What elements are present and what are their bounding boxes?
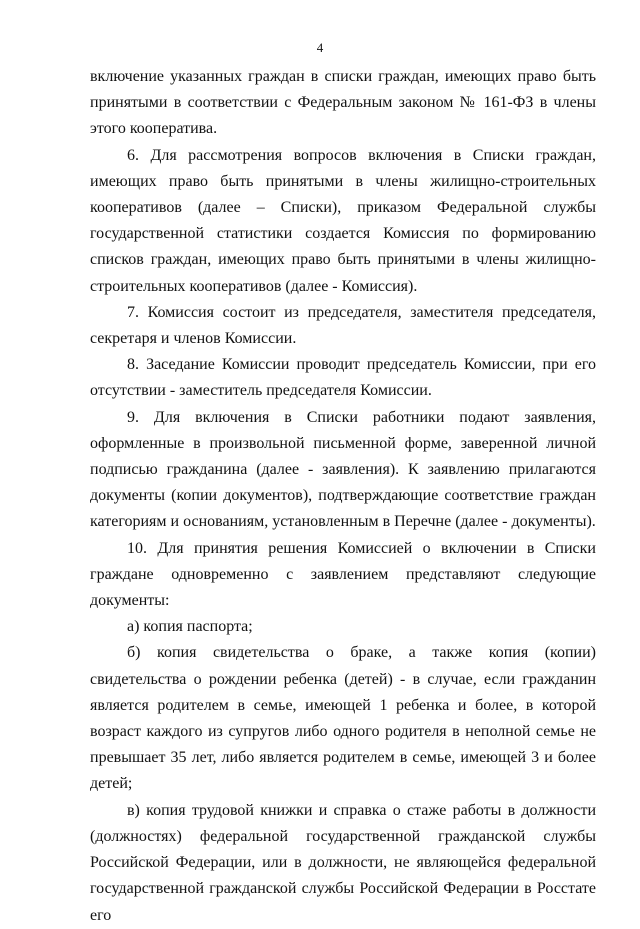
subitem-v: в) копия трудовой книжки и справка о стаже работы в должности (должностях) федеральной государственной гражданской службы Российской Федерации, или в должности, не являющейся федеральной государственной гражданской службы Российской Федерации в Росстате его [90,801,596,924]
paragraph-item-9: 9. Для включения в Списки работники подают заявления, оформленные в произвольной письменной форме, заверенной личной подписью гражданина (далее - заявления). К заявлению прилагаются документы (копии документов), подтверждающие соответствие граждан категориям и основаниям, установленным в Перечне (далее - документы). [90,408,596,531]
paragraph-item-6: 6. Для рассмотрения вопросов включения в Списки граждан, имеющих право быть принятыми в члены жилищно-строительных кооперативов (далее – Списки), приказом Федеральной службы государственной статистики создается Комиссия по формированию списков граждан, имеющих право быть принятыми в члены жилищно-строительных кооперативов (далее - Комиссия). [90,146,596,295]
document-body [90,64,596,929]
paragraph-item-10: 10. Для принятия решения Комиссией о включении в Списки граждане одновременно с заявлением представляют следующие документы: [90,539,596,610]
paragraph-continuation: включение указанных граждан в списки граждан, имеющих право быть принятыми в соответствии с Федеральным законом № 161-ФЗ в члены этого кооператива. [90,68,596,138]
subitem-a: а) копия паспорта; [127,618,253,636]
page-number: 4 [316,40,324,55]
paragraph-item-8: 8. Заседание Комиссии проводит председатель Комиссии, при его отсутствии - заместитель председателя Комиссии. [90,356,596,400]
subitem-b: б) копия свидетельства о браке, а также копия (копии) свидетельства о рождении ребенка (детей) - в случае, если гражданин является родителем в семье, имеющей 1 ребенка и более, в которой возраст каждого из супругов либо одного родителя в неполной семье не превышает 35 лет, либо является родителем в семье, имеющей 3 и более детей; [90,644,596,793]
paragraph-item-7: 7. Комиссия состоит из председателя, заместителя председателя, секретаря и членов Комиссии. [90,303,596,348]
